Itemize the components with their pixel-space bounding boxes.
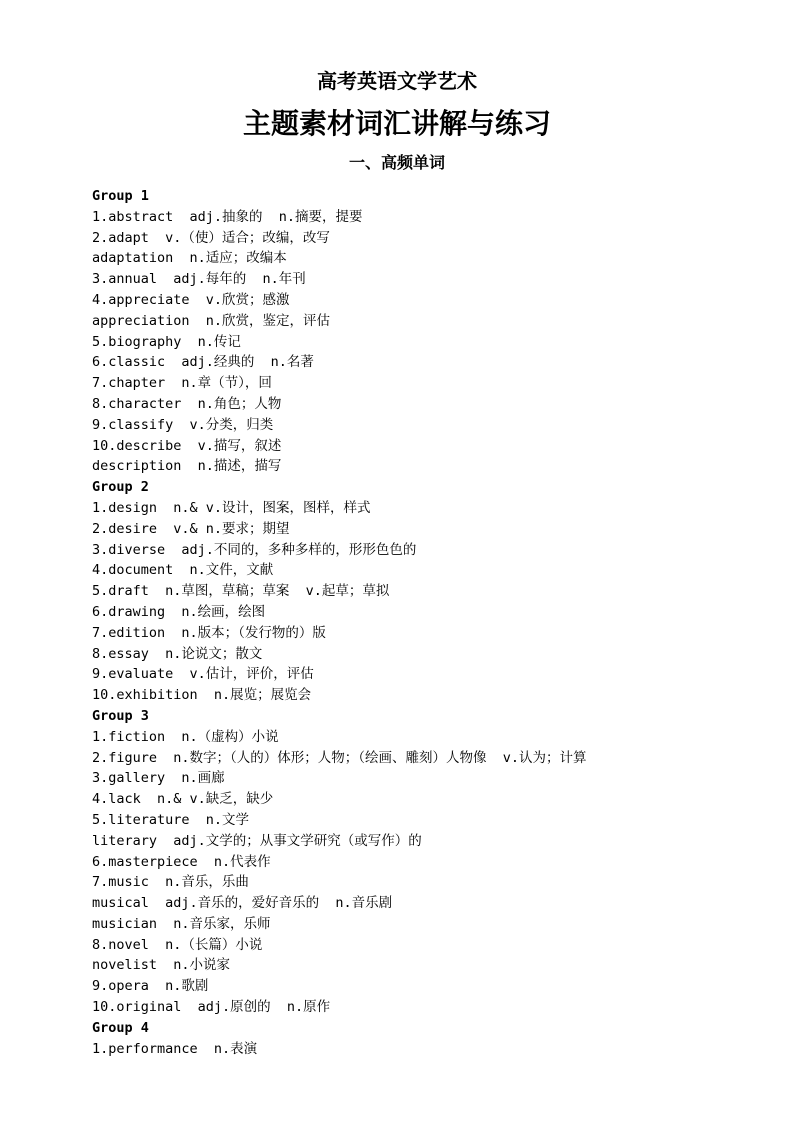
vocab-entry: 7.edition n.版本；（发行物的）版 <box>92 624 326 641</box>
vocab-entry: 8.novel n.（长篇）小说 <box>92 936 263 953</box>
section-heading: 一、高频单词 <box>348 153 445 172</box>
group-heading: Group 4 <box>92 1019 149 1036</box>
document-subtitle-top: 高考英语文学艺术 <box>317 69 477 93</box>
vocab-entry: 4.document n.文件，文献 <box>92 562 274 579</box>
vocab-entry: appreciation n.欣赏，鉴定，评估 <box>92 312 331 329</box>
vocab-entry: 10.describe v.描写，叙述 <box>92 437 282 454</box>
vocab-entry: 3.annual adj.每年的 n.年刊 <box>92 271 306 288</box>
vocab-entry: 9.evaluate v.估计，评价，评估 <box>92 666 314 683</box>
vocab-entry: 10.exhibition n.展览；展览会 <box>92 687 312 704</box>
vocab-entry: 5.biography n.传记 <box>92 333 241 350</box>
group-heading: Group 2 <box>92 479 149 496</box>
vocab-entry: 4.lack n.& v.缺乏，缺少 <box>92 791 274 808</box>
vocab-entry: 8.essay n.论说文；散文 <box>92 645 263 662</box>
document-title: 主题素材词汇讲解与练习 <box>242 107 551 140</box>
vocab-entry: 8.character n.角色；人物 <box>92 395 282 412</box>
vocab-entry: 9.opera n.歌剧 <box>92 978 209 995</box>
vocab-entry: 2.desire v.& n.要求；期望 <box>92 520 290 537</box>
vocab-entry: 1.fiction n.（虚构）小说 <box>92 728 279 745</box>
vocab-entry: 3.gallery n.画廊 <box>92 770 225 787</box>
vocab-entry: 5.literature n.文学 <box>92 811 250 828</box>
vocab-entry: musical adj.音乐的，爱好音乐的 n.音乐剧 <box>92 895 393 912</box>
group-heading: Group 1 <box>92 188 149 204</box>
vocab-entry: 5.draft n.草图，草稿；草案 v.起草；草拟 <box>92 583 390 600</box>
vocab-entry: 4.appreciate v.欣赏；感激 <box>92 291 290 308</box>
vocabulary-list <box>92 186 752 1059</box>
vocab-entry: 2.adapt v.（使）适合；改编，改写 <box>92 229 330 246</box>
vocab-entry: 6.masterpiece n.代表作 <box>92 853 271 870</box>
vocab-entry: 7.chapter n.章（节），回 <box>92 375 272 392</box>
vocab-entry: novelist n.小说家 <box>92 957 231 974</box>
vocab-entry: literary adj.文学的；从事文学研究（或写作）的 <box>92 832 422 849</box>
vocab-entry: 2.figure n.数字；（人的）体形；人物；（绘画、雕刻）人物像 v.认为；计算 <box>92 749 587 766</box>
vocab-entry: 6.classic adj.经典的 n.名著 <box>92 354 314 371</box>
group-heading: Group 3 <box>92 707 149 724</box>
vocab-entry: 9.classify v.分类，归类 <box>92 416 274 433</box>
vocab-entry: 1.design n.& v.设计，图案，图样，样式 <box>92 499 371 516</box>
vocab-entry: 6.drawing n.绘画，绘图 <box>92 603 266 620</box>
vocab-entry: 10.original adj.原创的 n.原作 <box>92 999 331 1016</box>
vocab-entry: description n.描述，描写 <box>92 458 282 475</box>
vocab-entry: musician n.音乐家，乐师 <box>92 915 271 932</box>
vocab-entry: 3.diverse adj.不同的，多种多样的，形形色色的 <box>92 541 417 558</box>
vocab-entry: 7.music n.音乐，乐曲 <box>92 874 249 891</box>
vocab-entry: 1.abstract adj.抽象的 n.摘要，提要 <box>92 208 363 225</box>
vocab-entry: 1.performance n.表演 <box>92 1040 258 1057</box>
vocab-entry: adaptation n.适应；改编本 <box>92 250 287 267</box>
